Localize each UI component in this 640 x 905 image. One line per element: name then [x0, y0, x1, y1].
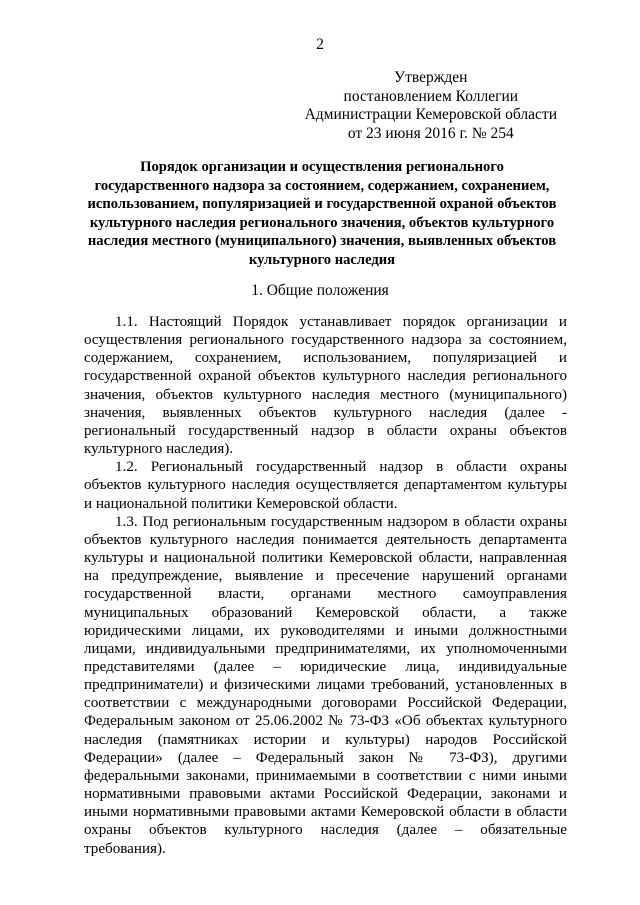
paragraph-1-1: 1.1. Настоящий Порядок устанавливает порядок организации и осуществления регионального государственного надзора за состоянием, содержанием, сохранением, использованием, популяризацией и государственной охраной объектов культурного наследия регионального значения, объектов культурного наследия местного (муниципального) значения, выявленных объектов культурного наследия (далее - региональный государственный надзор в области охраны объектов культурного наследия).: [84, 314, 567, 458]
paragraph-1-3: 1.3. Под региональным государственным надзором в области охраны объектов культурного наследия понимается деятельность департамента культуры и национальной политики Кемеровской области, направленная на предупреждение, выявление и пресечение нарушений органами государственной власти, органами местного самоуправления муниципальных образований Кемеровской области, а также юридическими лицами, их руководителями и иными должностными лицами, индивидуальными предпринимателями, их уполномоченными представителями (далее – юридические лица, индивидуальные предприниматели) и физическими лицами требований, установленных в соответствии с международными договорами Российской Федерации, Федеральным законом от 25.06.2002 № 73-ФЗ «Об объектах культурного наследия (памятниках истории и культуры) народов Российской Федерации» (далее – Федеральный закон № 73-ФЗ), другими федеральными законами, принимаемыми в соответствии с ними иными нормативными правовыми актами Российской Федерации, законами и иными нормативными правовыми актами Кемеровской области в области охраны объектов культурного наследия (далее – обязательные требования).: [84, 513, 567, 857]
approval-line-4: от 23 июня 2016 г. № 254: [347, 124, 514, 142]
paragraph-1-2: 1.2. Региональный государственный надзор в области охраны объектов культурного наследия осуществляется департаментом культуры и национальной политики Кемеровской области.: [84, 459, 567, 512]
approval-line-1: Утвержден: [394, 69, 468, 86]
approval-line-3: Администрации Кемеровской области: [304, 106, 557, 123]
approval-block: [305, 69, 557, 143]
body-text: [84, 313, 567, 858]
page-number: 2: [316, 36, 324, 53]
document-title: Порядок организации и осуществления регионального государственного надзора за состоянием, содержанием, сохранением, использованием, популяризацией и государственной охраной объектов культурного наследия регионального значения, объектов культурного наследия местного (муниципального) значения, выявленных объектов культурного наследия: [87, 159, 557, 268]
approval-line-2: постановлением Коллегии: [343, 87, 519, 105]
section-heading: 1. Общие положения: [251, 282, 389, 299]
